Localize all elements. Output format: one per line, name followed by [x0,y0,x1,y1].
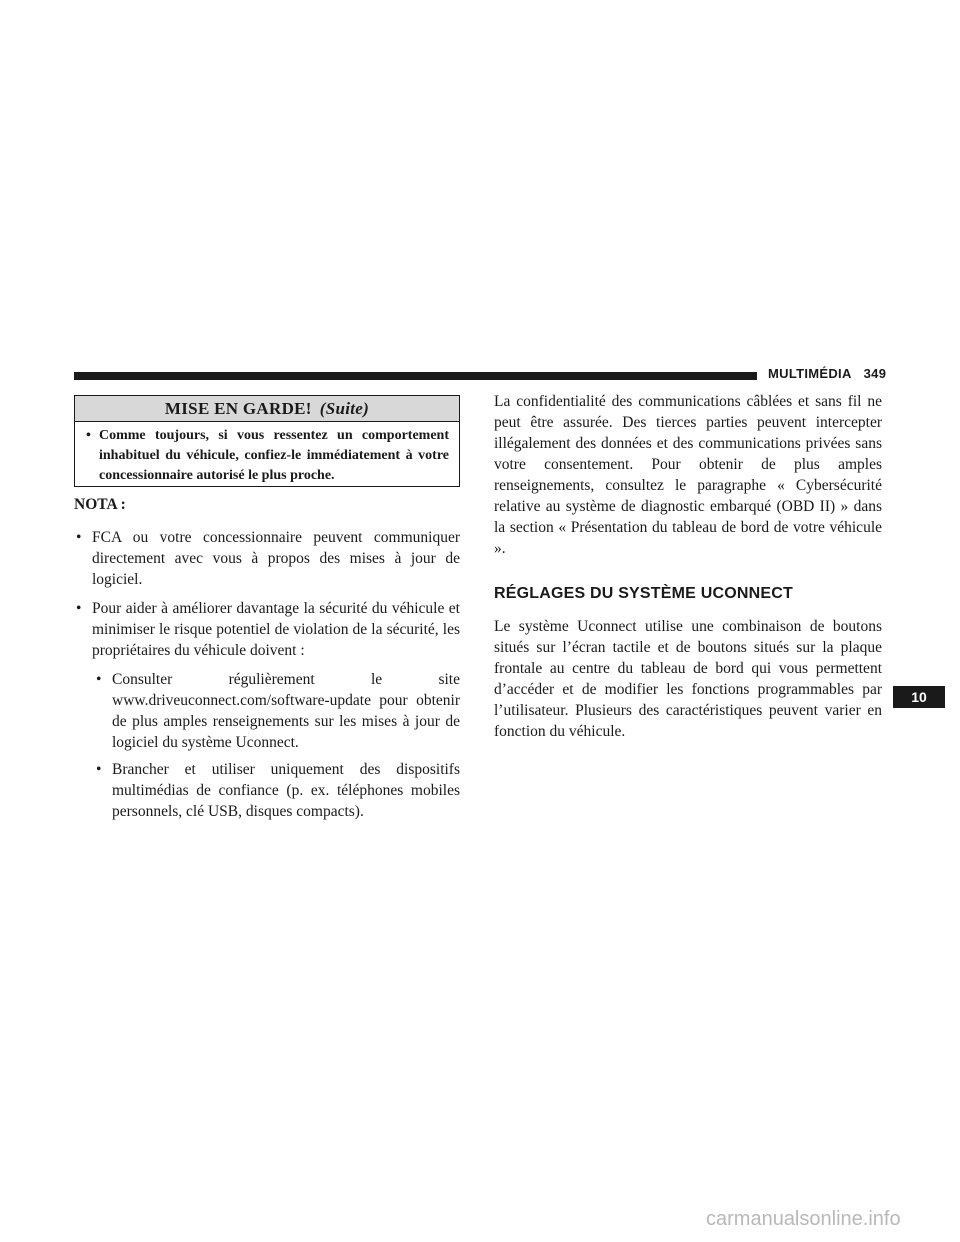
nota-label: NOTA : [74,496,126,513]
warning-title [75,396,459,422]
sub-item-first-line [112,669,460,690]
warning-title-suffix: (Suite) [319,399,370,418]
bullet: • [96,761,102,778]
bullet: • [76,529,82,546]
left-column [74,494,460,828]
sub-list-item [74,759,460,822]
list-item [74,598,460,661]
word: site [438,671,460,688]
page-number: 349 [863,366,887,381]
item-text: Pour aider à améliorer davantage la sécurité du véhicule et minimiser le risque potentiel de violation de la sécurité, les propriétaires du véhicule doivent : [92,600,460,659]
header-rule [74,372,757,380]
uconnect-paragraph: Le système Uconnect utilise une combinaison de boutons situés sur l’écran tactile et de boutons situés sur la plaque frontale au centre du tableau de bord qui vous permettent d’accéder et de modifier les fonctions programmables par l’utilisateur. Plusieurs des caractéristiques peuvent varier en fonction du véhicule. [494,618,882,740]
bullet: • [96,671,102,688]
bullet: • [86,428,91,443]
item-text: FCA ou votre concessionnaire peuvent communiquer directement avec vous à propos des mises à jour de logiciel. [92,529,460,588]
running-header [768,366,886,381]
word: régulièrement [228,671,315,688]
section-title: MULTIMÉDIA [768,366,852,381]
warning-box [74,395,460,487]
word: Consulter [112,671,173,688]
watermark: carmanualsonline.info [706,1208,901,1230]
list-item [74,527,460,590]
warning-text: Comme toujours, si vous ressentez un comportement inhabituel du véhicule, confiez-le immédiatement à votre concessionnaire autorisé le plus proche. [99,428,449,483]
sub-item-text: Brancher et utiliser uniquement des dispositifs multimédias de confiance (p. ex. téléphones mobiles personnels, clé USB, disques compacts). [112,761,460,820]
warning-item [75,422,459,486]
section-heading: RÉGLAGES DU SYSTÈME UCONNECT [494,585,793,602]
sub-item-text: www.driveuconnect.com/software-update pour obtenir de plus amples renseignements sur les mises à jour de logiciel du système Uconnect. [112,692,460,751]
chapter-tab: 10 [893,686,945,708]
warning-title-text: MISE EN GARDE! [164,399,312,418]
right-column [494,391,882,742]
word: le [370,671,383,688]
privacy-paragraph: La confidentialité des communications câblées et sans fil ne peut être assurée. Des tierces parties peuvent intercepter illégalement des données et des communications privées sans votre consentement. Pour obtenir de plus amples renseignements, consultez le paragraphe « Cybersécurité relative au système de diagnostic embarqué (OBD II) » dans la section « Présentation du tableau de bord de votre véhicule ». [494,393,882,557]
bullet: • [76,600,82,617]
sub-list-item [74,669,460,753]
